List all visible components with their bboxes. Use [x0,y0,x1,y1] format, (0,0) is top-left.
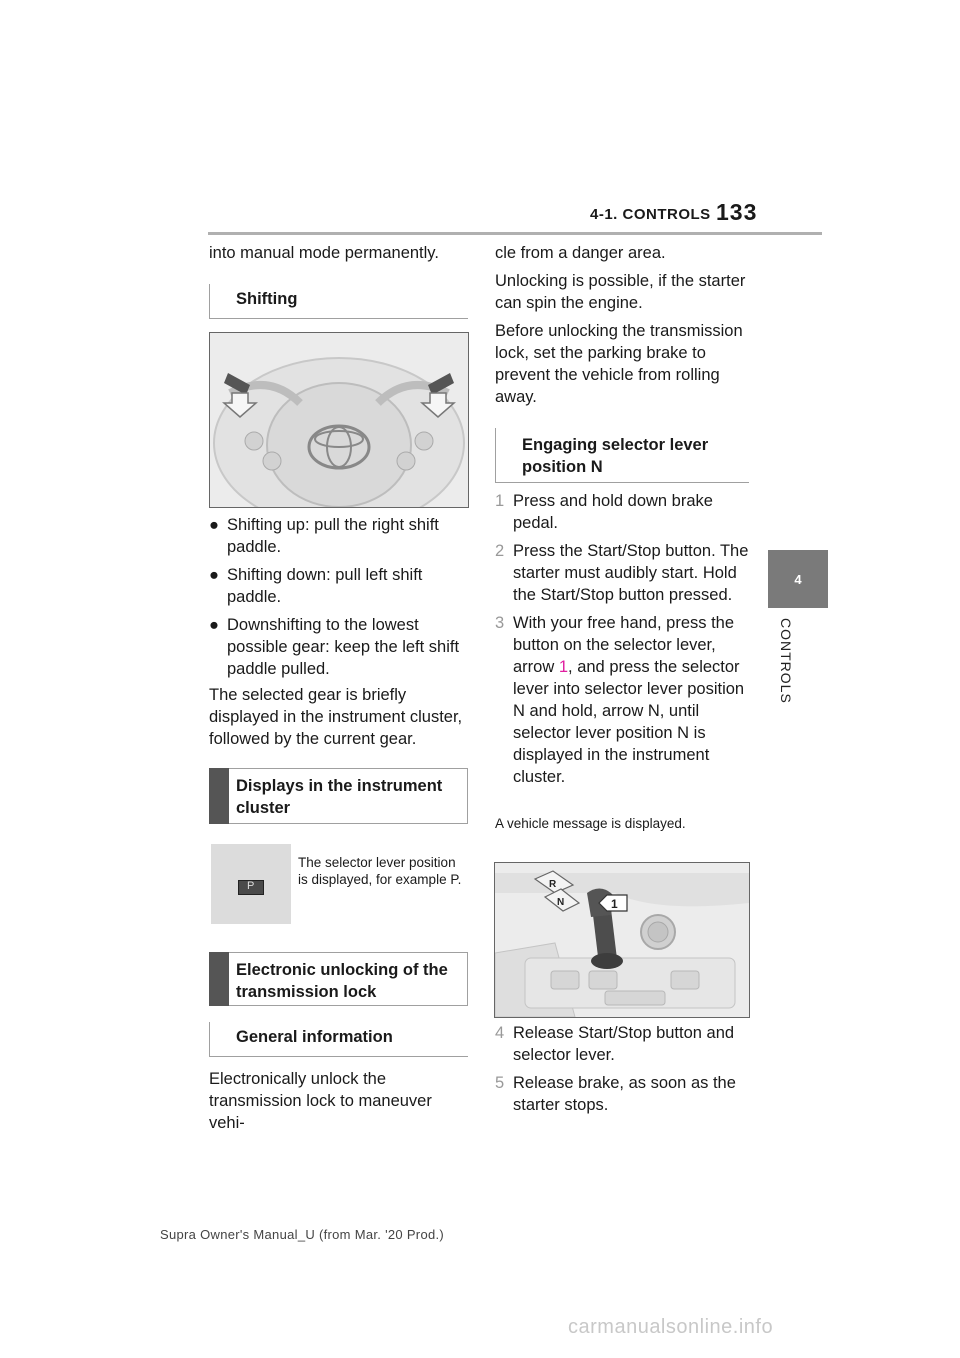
manual-footer: Supra Owner's Manual_U (from Mar. '20 Prod.) [160,1227,445,1242]
general-information-heading-text: General information [236,1028,393,1046]
arrow-1-label: 1 [611,897,618,911]
list-item: 1 Press and hold down brake pedal. [495,492,713,532]
electronic-unlock-heading-text: Electronic unlocking of the transmission lock [236,961,448,1001]
engaging-n-heading-text: Engaging selector lever position N [522,436,709,476]
chapter-tab [768,550,828,608]
step-number: 3 [495,614,505,632]
shifting-heading-text: Shifting [236,290,298,308]
watermark: carmanualsonline.info [568,1316,774,1338]
bullet-icon: ● [209,616,219,634]
unlock-possible-text: Unlocking is possible, if the starter can spin the engine. [495,272,746,312]
display-caption: The selector lever position is displayed, for example P. [298,855,462,887]
engaging-n-heading [495,428,749,483]
steering-wheel-figure [209,332,469,508]
list-item: 4 Release Start/Stop button and selector lever. [495,1024,735,1064]
electronic-unlock-heading [209,952,468,1006]
list-item: ● Shifting up: pull the right shift paddle. [209,516,439,556]
bullet-icon: ● [209,516,219,534]
selected-gear-text: The selected gear is briefly displayed in the instrument cluster, followed by the current gear. [209,686,463,748]
heading-rule [209,284,210,318]
bullet-icon: ● [209,566,219,584]
list-item: ● Downshifting to the lowest possible gear: keep the left shift paddle pulled. [209,616,460,678]
n-position-label: N [557,897,565,908]
p-indicator-icon: P [238,880,264,895]
list-item: 2 Press the Start/Stop button. The starter must audibly start. Hold the Start/Stop button pressed. [495,542,749,604]
general-information-text: Electronically unlock the transmission lock to maneuver vehi- [209,1070,432,1132]
selector-display-icon [211,844,291,924]
page-number: 133 [716,199,758,225]
heading-bar [209,768,229,824]
steering-wheel-illustration [210,333,468,507]
chapter-number: 4 [794,571,802,587]
chapter-label: CONTROLS [778,618,794,704]
step-number: 5 [495,1074,505,1092]
list-item: 5 Release brake, as soon as the starter stops. [495,1074,736,1114]
steps-list-continued [495,1022,755,1122]
step-number: 2 [495,542,505,560]
vehicle-message-text: A vehicle message is displayed. [495,816,686,831]
before-unlock-text: Before unlocking the transmission lock, set the parking brake to prevent the vehicle from rolling away. [495,322,743,406]
shifting-heading [209,284,468,319]
header-divider [208,232,822,235]
heading-rule [209,1022,210,1056]
displays-heading-text: Displays in the instrument cluster [236,777,443,817]
heading-rule [495,428,496,482]
heading-bar [209,952,229,1006]
arrow-reference: 1 [558,658,569,676]
general-information-heading [209,1022,468,1057]
continued-text: cle from a danger area. [495,244,666,262]
list-item: ● Shifting down: pull left shift paddle. [209,566,423,606]
step-number: 1 [495,492,505,510]
intro-text: into manual mode permanently. [209,244,439,262]
step-number: 4 [495,1024,505,1042]
shifting-list [209,514,468,686]
selector-lever-figure [494,862,750,1018]
section-title: 4-1. CONTROLS [590,206,711,223]
selector-lever-illustration [495,863,749,1017]
displays-heading [209,768,468,824]
steps-list [495,490,755,794]
list-item: 3 With your free hand, press the button on the selector lever, arrow 1, and press the selector lever into selector lever position N and hold, arrow N, until selector lever position N is displayed in the instrument cluster. [495,614,745,786]
r-position-label: R [549,879,557,890]
